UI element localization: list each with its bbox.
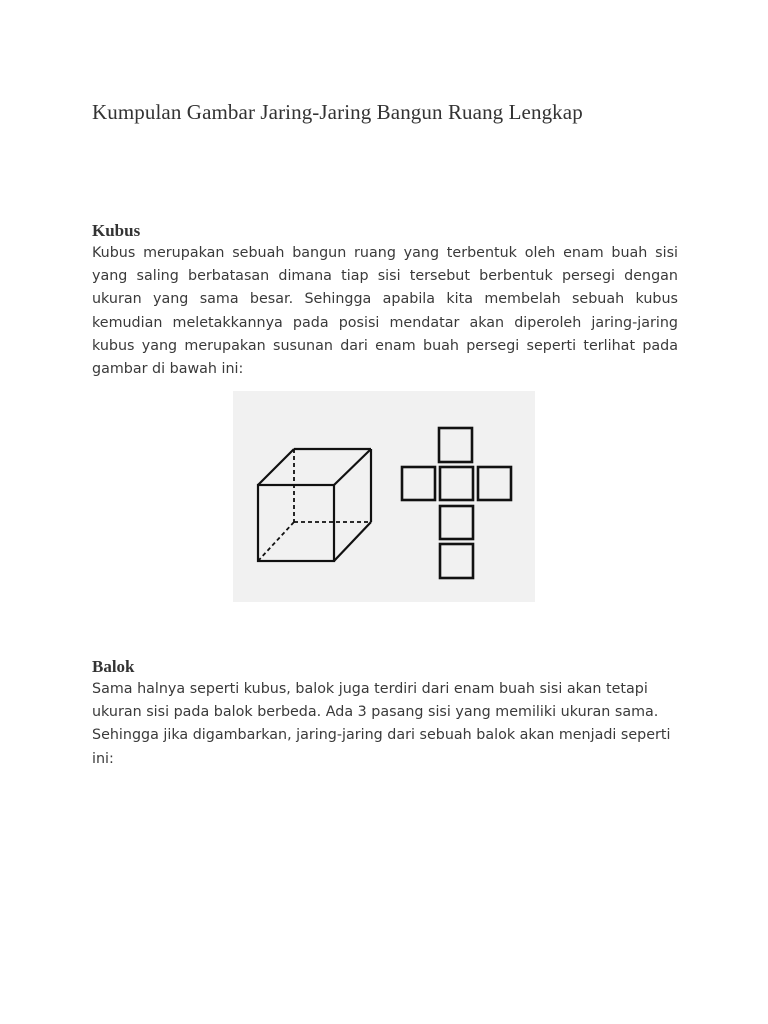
cube-net-icon [402, 428, 511, 578]
section-paragraph-balok: Sama halnya seperti kubus, balok juga terdiri dari enam buah sisi akan tetapi ukuran sisi pada balok berbeda. Ada 3 pasang sisi yang memiliki ukuran sama. Sehingga jika digambarkan, jaring-jaring dari sebuah balok akan menjadi seperti ini: [92, 681, 671, 767]
section-paragraph-kubus: Kubus merupakan sebuah bangun ruang yang terbentuk oleh enam buah sisi yang saling berbatasan dimana tiap sisi tersebut berbentuk persegi dengan ukuran yang sama besar. Sehingga apabila kita membelah sebuah kubus kemudian meletakkannya pada posisi mendatar akan diperoleh jaring-jaring kubus yang merupakan susunan dari enam buah persegi seperti terlihat pada gambar di bawah ini: [92, 245, 678, 378]
section-heading-balok: Balok [92, 657, 135, 676]
page-title: Kumpulan Gambar Jaring-Jaring Bangun Ruang Lengkap [92, 100, 583, 124]
section-heading-kubus: Kubus [92, 221, 141, 240]
cube-figure [233, 391, 535, 602]
cube-icon [258, 449, 371, 561]
cube-figure-drawing [233, 391, 535, 602]
